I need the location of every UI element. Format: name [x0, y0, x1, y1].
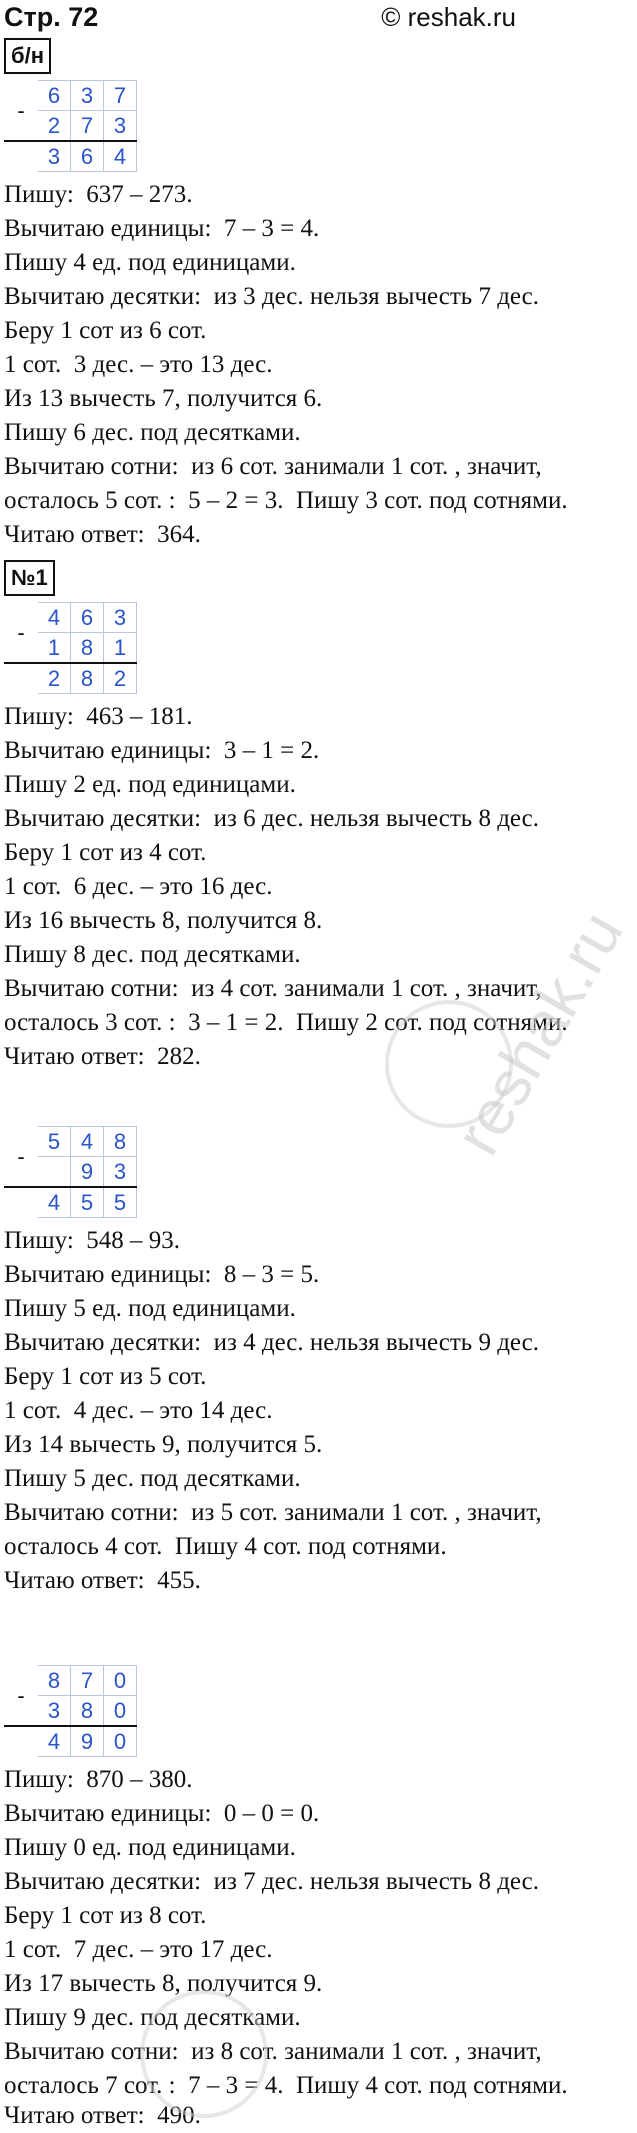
text-line: Пишу 5 ед. под единицами. — [4, 1295, 296, 1322]
section-label-no1: №1 — [4, 560, 55, 596]
digit-cell: 6 — [38, 81, 71, 111]
text-line: 1 сот. 3 дес. – это 13 дес. — [4, 351, 273, 378]
result-digit: 2 — [38, 663, 71, 694]
digit-cell: 1 — [38, 633, 71, 664]
text-line: Пишу: 548 – 93. — [4, 1227, 181, 1254]
result-digit: 0 — [104, 1726, 137, 1757]
text-line: Вычитаю сотни: из 8 сот. занимали 1 сот. , значит, — [4, 2038, 542, 2065]
digit-cell: 3 — [104, 111, 137, 142]
digit-cell: 0 — [104, 1696, 137, 1727]
minus-sign: - — [5, 81, 38, 142]
text-line: Из 16 вычесть 8, получится 8. — [4, 907, 323, 934]
text-line: осталось 3 сот. : 3 – 1 = 2. Пишу 2 сот. под сотнями. — [4, 1009, 568, 1036]
digit-cell: 5 — [38, 1127, 71, 1157]
text-line: Пишу 6 дес. под десятками. — [4, 419, 301, 446]
text-line: осталось 7 сот. : 7 – 3 = 4. Пишу 4 сот. под сотнями. — [4, 2072, 568, 2099]
digit-cell: 1 — [104, 633, 137, 664]
text-line: Читаю ответ: 282. — [4, 1043, 201, 1070]
text-line: Вычитаю сотни: из 4 сот. занимали 1 сот. , значит, — [4, 975, 542, 1002]
result-digit: 5 — [104, 1187, 137, 1218]
text-line: Из 17 вычесть 8, получится 9. — [4, 1970, 323, 1997]
text-line: 1 сот. 6 дес. – это 16 дес. — [4, 873, 273, 900]
text-line: Вычитаю десятки: из 3 дес. нельзя вычесть 7 дес. — [4, 283, 539, 310]
section-label-bn: б/н — [4, 38, 51, 74]
digit-cell: 2 — [38, 111, 71, 142]
digit-cell: 7 — [104, 81, 137, 111]
subtraction-grid-1 — [4, 80, 137, 172]
minus-sign: - — [5, 1666, 38, 1727]
text-line: Читаю ответ: 490. — [4, 2102, 201, 2129]
digit-cell: 8 — [104, 1127, 137, 1157]
text-line: Пишу 2 ед. под единицами. — [4, 771, 296, 798]
text-line: Читаю ответ: 455. — [4, 1567, 201, 1594]
subtraction-grid-2 — [4, 602, 137, 694]
result-digit: 4 — [104, 141, 137, 172]
result-digit: 9 — [71, 1726, 104, 1757]
text-line: Из 13 вычесть 7, получится 6. — [4, 385, 323, 412]
text-line: Вычитаю сотни: из 6 сот. занимали 1 сот. , значит, — [4, 453, 542, 480]
result-digit: 5 — [71, 1187, 104, 1218]
text-line: Вычитаю десятки: из 4 дес. нельзя вычесть 9 дес. — [4, 1329, 539, 1356]
watermark-text: reshak.ru — [440, 899, 637, 1167]
digit-cell: 8 — [71, 1696, 104, 1727]
text-line: Беру 1 сот из 6 сот. — [4, 317, 207, 344]
digit-cell: 8 — [71, 633, 104, 664]
digit-cell: 8 — [38, 1666, 71, 1696]
digit-cell: 0 — [104, 1666, 137, 1696]
text-line: Беру 1 сот из 8 сот. — [4, 1902, 207, 1929]
result-digit: 4 — [38, 1187, 71, 1218]
text-line: 1 сот. 7 дес. – это 17 дес. — [4, 1936, 273, 1963]
subtraction-grid-3 — [4, 1126, 137, 1218]
digit-cell: 7 — [71, 111, 104, 142]
text-line: Вычитаю десятки: из 6 дес. нельзя вычесть 8 дес. — [4, 805, 539, 832]
digit-cell: 3 — [104, 1157, 137, 1188]
digit-cell: 4 — [38, 603, 71, 633]
result-digit: 3 — [38, 141, 71, 172]
digit-cell: 3 — [71, 81, 104, 111]
digit-cell: 4 — [71, 1127, 104, 1157]
minus-sign: - — [5, 1127, 38, 1188]
result-digit: 6 — [71, 141, 104, 172]
text-line: Вычитаю единицы: 7 – 3 = 4. — [4, 215, 320, 242]
text-line: Пишу: 637 – 273. — [4, 181, 193, 208]
text-line: Пишу 9 дес. под десятками. — [4, 2004, 301, 2031]
digit-cell: 9 — [71, 1157, 104, 1188]
digit-cell: 7 — [71, 1666, 104, 1696]
text-line: Пишу 4 ед. под единицами. — [4, 249, 296, 276]
watermark-circle — [140, 1990, 268, 2118]
text-line: Вычитаю сотни: из 5 сот. занимали 1 сот. , значит, — [4, 1499, 542, 1526]
text-line: Пишу: 463 – 181. — [4, 703, 193, 730]
subtraction-grid-4 — [4, 1665, 137, 1757]
text-line: Беру 1 сот из 5 сот. — [4, 1363, 207, 1390]
result-digit: 8 — [71, 663, 104, 694]
text-line: Пишу 5 дес. под десятками. — [4, 1465, 301, 1492]
minus-sign: - — [5, 603, 38, 664]
text-line: Пишу 8 дес. под десятками. — [4, 941, 301, 968]
digit-cell: 3 — [104, 603, 137, 633]
text-line: 1 сот. 4 дес. – это 14 дес. — [4, 1397, 273, 1424]
text-line: Вычитаю десятки: из 7 дес. нельзя вычесть 8 дес. — [4, 1868, 539, 1895]
text-line: Беру 1 сот из 4 сот. — [4, 839, 207, 866]
text-line: Пишу: 870 – 380. — [4, 1766, 193, 1793]
text-line: осталось 4 сот. Пишу 4 сот. под сотнями. — [4, 1533, 447, 1560]
text-line: Вычитаю единицы: 0 – 0 = 0. — [4, 1800, 320, 1827]
digit-cell: 6 — [71, 603, 104, 633]
site-copyright: © reshak.ru — [381, 2, 516, 32]
page-number: Стр. 72 — [4, 2, 99, 32]
text-line: Из 14 вычесть 9, получится 5. — [4, 1431, 323, 1458]
text-line: Вычитаю единицы: 8 – 3 = 5. — [4, 1261, 320, 1288]
digit-cell: 3 — [38, 1696, 71, 1727]
text-line: Читаю ответ: 364. — [4, 521, 201, 548]
text-line: Вычитаю единицы: 3 – 1 = 2. — [4, 737, 320, 764]
result-digit: 4 — [38, 1726, 71, 1757]
result-digit: 2 — [104, 663, 137, 694]
digit-cell — [38, 1157, 71, 1188]
text-line: Пишу 0 ед. под единицами. — [4, 1834, 296, 1861]
text-line: осталось 5 сот. : 5 – 2 = 3. Пишу 3 сот. под сотнями. — [4, 487, 568, 514]
